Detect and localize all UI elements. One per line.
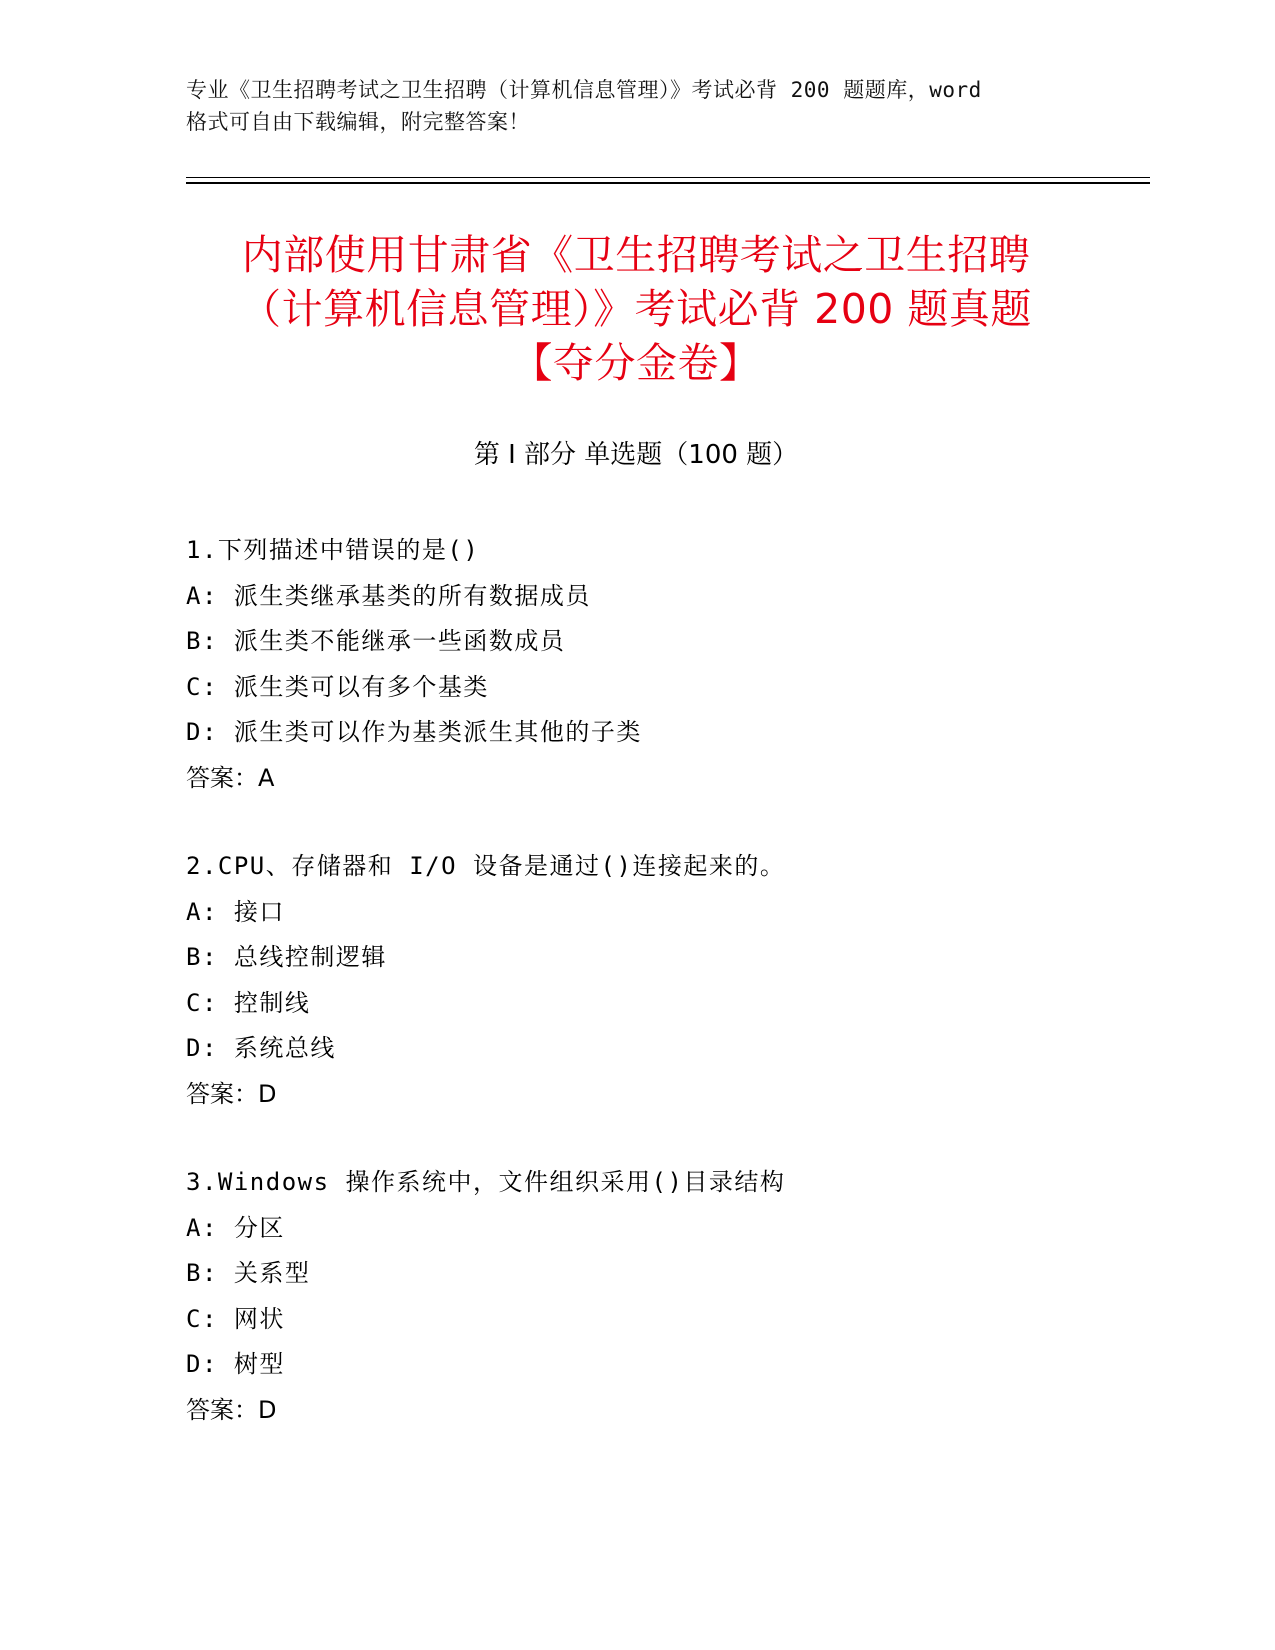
option-c: C: 网状 bbox=[186, 1304, 285, 1333]
answer: 答案：D bbox=[186, 1079, 277, 1108]
section-heading: 第 I 部分 单选题（100 题） bbox=[473, 440, 799, 470]
header-divider-thin bbox=[186, 177, 1150, 178]
header-divider-thick bbox=[186, 182, 1150, 184]
option-b: B: 派生类不能继承一些函数成员 bbox=[186, 627, 566, 655]
question-stem: 2.CPU、存储器和 I/O 设备是通过()连接起来的。 bbox=[186, 852, 786, 880]
title-line-1: 内部使用甘肃省《卫生招聘考试之卫生招聘 bbox=[241, 231, 1031, 279]
option-a: A: 接口 bbox=[186, 897, 285, 926]
header-note-line-1: 专业《卫生招聘考试之卫生招聘（计算机信息管理）》考试必背 200 题题库，word bbox=[186, 78, 982, 102]
header-note-line-2: 格式可自由下载编辑，附完整答案！ bbox=[186, 110, 530, 134]
question-stem: 3.Windows 操作系统中，文件组织采用()目录结构 bbox=[186, 1168, 786, 1196]
option-b: B: 关系型 bbox=[186, 1259, 311, 1287]
answer: 答案：A bbox=[186, 763, 275, 792]
option-d: D: 树型 bbox=[186, 1350, 285, 1378]
option-d: D: 派生类可以作为基类派生其他的子类 bbox=[186, 718, 642, 746]
question-item bbox=[186, 844, 1146, 1117]
option-b: B: 总线控制逻辑 bbox=[186, 943, 387, 971]
title-line-3: 【夺分金卷】 bbox=[511, 339, 761, 387]
option-c: C: 派生类可以有多个基类 bbox=[186, 672, 489, 701]
question-item bbox=[186, 528, 1146, 801]
title-line-2: （计算机信息管理）》考试必背 200 题真题 bbox=[240, 285, 1032, 333]
option-c: C: 控制线 bbox=[186, 988, 311, 1017]
question-item bbox=[186, 1160, 1146, 1433]
option-a: A: 分区 bbox=[186, 1213, 285, 1242]
question-list bbox=[186, 528, 1146, 1476]
option-d: D: 系统总线 bbox=[186, 1034, 336, 1062]
document-title bbox=[186, 228, 1086, 390]
header-note bbox=[186, 74, 1086, 138]
option-a: A: 派生类继承基类的所有数据成员 bbox=[186, 581, 591, 610]
answer: 答案：D bbox=[186, 1395, 277, 1424]
question-stem: 1.下列描述中错误的是() bbox=[186, 536, 480, 564]
